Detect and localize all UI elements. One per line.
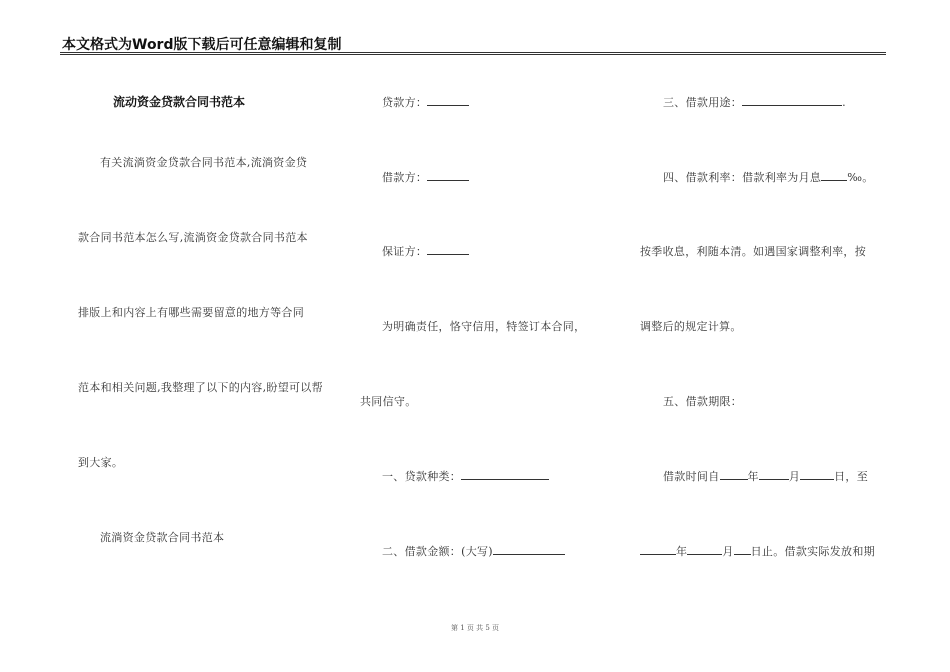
end-month-blank bbox=[687, 543, 722, 555]
header-rule-bottom bbox=[60, 54, 886, 55]
purpose-blank bbox=[742, 94, 842, 106]
term-line-1 bbox=[663, 468, 868, 484]
borrower-label: 借款方： bbox=[382, 171, 428, 184]
purpose-line-1: 为明确责任，恪守信用，特签订本合同， bbox=[382, 320, 586, 333]
lender-blank bbox=[427, 94, 469, 106]
start-year-blank bbox=[720, 468, 748, 480]
start-month-blank bbox=[759, 468, 789, 480]
clause-interest-rate bbox=[663, 169, 874, 185]
loan-type-blank bbox=[461, 468, 549, 480]
guarantor-blank bbox=[427, 243, 469, 255]
lender-label: 贷款方： bbox=[382, 96, 428, 109]
year-label: 年 bbox=[747, 470, 759, 483]
purpose-line-2: 共同信守。 bbox=[360, 395, 417, 408]
intro-line-3: 排版上和内容上有哪些需要留意的地方等合同 bbox=[78, 306, 304, 319]
term-line-2 bbox=[640, 543, 875, 559]
clause-purpose bbox=[663, 94, 846, 110]
clause-interest-label: 四、借款利率：借款利率为月息 bbox=[663, 171, 822, 184]
guarantor-field bbox=[382, 243, 469, 259]
loan-amount-blank bbox=[493, 543, 565, 555]
interest-blank bbox=[821, 169, 847, 181]
clause-purpose-end: . bbox=[842, 96, 846, 109]
day-to-label: 日，至 bbox=[834, 470, 869, 483]
intro-line-4: 范本和相关问题,我整理了以下的内容,盼望可以帮 bbox=[78, 381, 323, 394]
subtitle: 流淌资金贷款合同书范本 bbox=[100, 531, 225, 544]
rate-line-2: 调整后的规定计算。 bbox=[640, 320, 742, 333]
clause-term: 五、借款期限： bbox=[663, 395, 743, 408]
borrower-field bbox=[382, 169, 469, 185]
clause-loan-amount bbox=[382, 543, 565, 559]
start-day-blank bbox=[800, 468, 834, 480]
header-title: 本文格式为Word版下载后可任意编辑和复制 bbox=[62, 37, 342, 53]
clause-loan-type-label: 一、贷款种类： bbox=[382, 470, 462, 483]
rate-line-1: 按季收息，利随本清。如遇国家调整利率，按 bbox=[640, 245, 866, 258]
intro-line-2: 款合同书范本怎么写,流淌资金贷款合同书范本 bbox=[78, 231, 308, 244]
borrower-blank bbox=[427, 169, 469, 181]
term-end: 日止。借款实际发放和期 bbox=[750, 545, 875, 558]
clause-loan-amount-label: 二、借款金额：(大写) bbox=[382, 545, 493, 558]
page-footer: 第 1 页 共 5 页 bbox=[450, 624, 500, 632]
intro-line-5: 到大家。 bbox=[78, 456, 124, 469]
end-month-label: 月 bbox=[722, 545, 734, 558]
end-day-blank bbox=[734, 543, 751, 555]
clause-loan-type bbox=[382, 468, 549, 484]
clause-purpose-label: 三、借款用途： bbox=[663, 96, 743, 109]
lender-field bbox=[382, 94, 469, 110]
guarantor-label: 保证方： bbox=[382, 245, 428, 258]
term-prefix: 借款时间自 bbox=[663, 470, 720, 483]
document-title: 流动资金贷款合同书范本 bbox=[113, 95, 246, 109]
month-label: 月 bbox=[788, 470, 801, 483]
clause-interest-end: ‰。 bbox=[847, 171, 874, 184]
end-year-label: 年 bbox=[676, 545, 688, 558]
end-year-blank bbox=[640, 543, 676, 555]
intro-line-1: 有关流淌资金贷款合同书范本,流淌资金贷 bbox=[100, 156, 308, 169]
header-rule-top bbox=[60, 52, 886, 53]
